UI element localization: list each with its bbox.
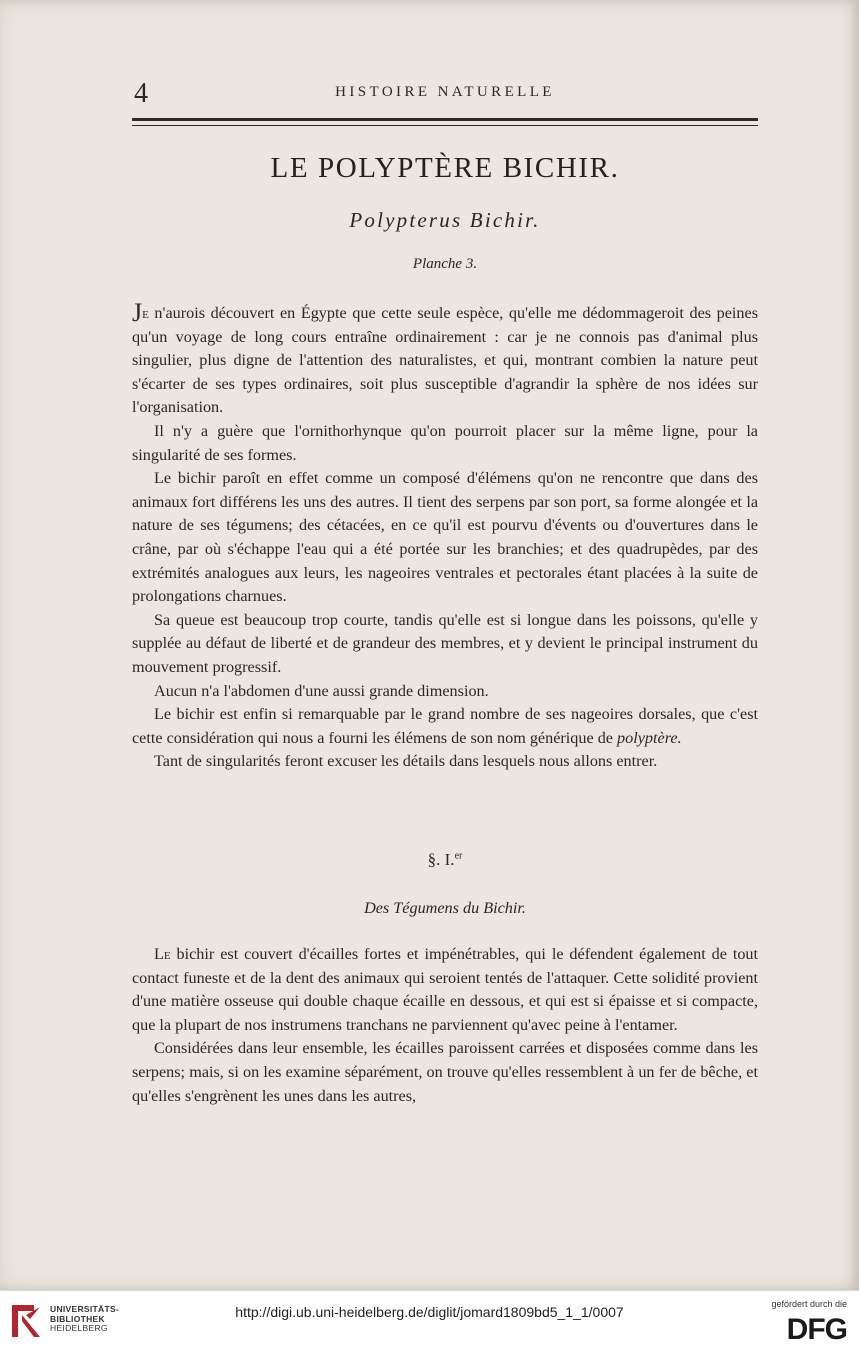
paragraph-1-text: n'aurois découvert en Égypte que cette seule espèce, qu'elle me dédommageroit des peines qu'un voyage de long cours entraîne ordinairement : car je ne connois pas d'animal plus singulier, plus digne de l'attention des naturalistes, et qui, montrant combien la nature peut s'écarter de ses types ordinaires, soit plus susceptible d'agrandir la sphère de nos idées sur l'organisation. [132, 304, 758, 417]
dfg-logo: DFG [786, 1313, 847, 1346]
paragraph-6 [132, 703, 758, 750]
running-title: HISTOIRE NATURELLE [335, 84, 555, 100]
permalink-url[interactable]: http://digi.ub.uni-heidelberg.de/diglit/jomard1809bd5_1_1/0007 [235, 1304, 624, 1320]
article-subtitle: Polypterus Bichir. [349, 208, 541, 232]
drop-cap: J [132, 298, 143, 327]
small-caps-lead: Le [154, 945, 171, 963]
header-rule-thin [132, 125, 758, 126]
paragraph-3: Le bichir paroît en effet comme un composé d'élémens qu'on ne rencontre que dans des animaux fort différens les uns des autres. Il tient des serpens par son port, sa forme alongée et la nature de ses tégumens; des cétacées, en ce qu'il est pourvu d'évents ou d'ouvertures dans le crâne, par où s'échappe l'eau qui a été portée sur les branchies; et des quadrupèdes, par des extrémités analogues aux leurs, les nageoires ventrales et pectorales étant placées à la suite de prolongations charnues. [132, 469, 758, 606]
section-mark [132, 850, 758, 870]
paragraph-7: Tant de singularités feront excuser les détails dans lesquels nous allons entrer. [154, 752, 658, 771]
page-number: 4 [134, 78, 148, 109]
section-title: Des Tégumens du Bichir. [364, 899, 526, 917]
library-name-line-1: UNIVERSITÄTS- [50, 1304, 120, 1314]
paragraph-2: Il n'y a guère que l'ornithorhynque qu'on pourroit placer sur la même ligne, pour la singularité de ses formes. [132, 421, 758, 464]
library-name-line-2: BIBLIOTHEK [50, 1313, 105, 1324]
library-name-line-3: HEIDELBERG [50, 1323, 108, 1333]
paragraph-5: Aucun n'a l'abdomen d'une aussi grande dimension. [154, 681, 489, 700]
paragraph-6-italic: polyptère. [617, 728, 682, 747]
funding-label: gefördert durch die [771, 1299, 847, 1309]
paragraph-4: Sa queue est beaucoup trop courte, tandis qu'elle est si longue dans les poissons, qu'elle y supplée au défaut de liberté et de grandeur des membres, et y devient le principal instrument du mouvement progressif. [132, 610, 758, 676]
viewer-footer [0, 1290, 859, 1351]
section-paragraph-1 [132, 943, 758, 1037]
header-rule-thick [132, 118, 758, 121]
article-title: LE POLYPTÈRE BICHIR. [270, 152, 620, 184]
section-superscript: er [454, 850, 463, 862]
plate-reference: Planche 3. [412, 256, 478, 272]
section-paragraph-1-text: bichir est couvert d'écailles fortes et impénétrables, qui le défendent également de tout contact funeste et de la dent des animaux qui seroient tentés de l'attaquer. Cette solidité provient d'une matière osseuse qui double chaque écaille en dessous, et qui est si épaisse et si compacte, que la plupart de nos instrumens tranchans ne parviennent qu'avec peine à l'entamer. [132, 945, 758, 1034]
paragraph-1 [132, 298, 758, 420]
section-text [132, 943, 758, 1108]
paragraph-6-text: Le bichir est enfin si remarquable par le grand nombre de ses nageoires dorsales, que c'est cette considération qui nous a fourni les élémens de son nom générique de [132, 705, 758, 747]
intro-text [132, 298, 758, 774]
section-paragraph-2: Considérées dans leur ensemble, les écailles paroissent carrées et disposées comme dans les serpens; mais, si on les examine séparément, on trouve qu'elles ressemblent à un fer de bêche, et qu'elles s'engrènent les unes dans les autres, [132, 1039, 758, 1105]
section-number: §. I. [427, 850, 455, 869]
small-caps-lead: e [142, 304, 149, 322]
